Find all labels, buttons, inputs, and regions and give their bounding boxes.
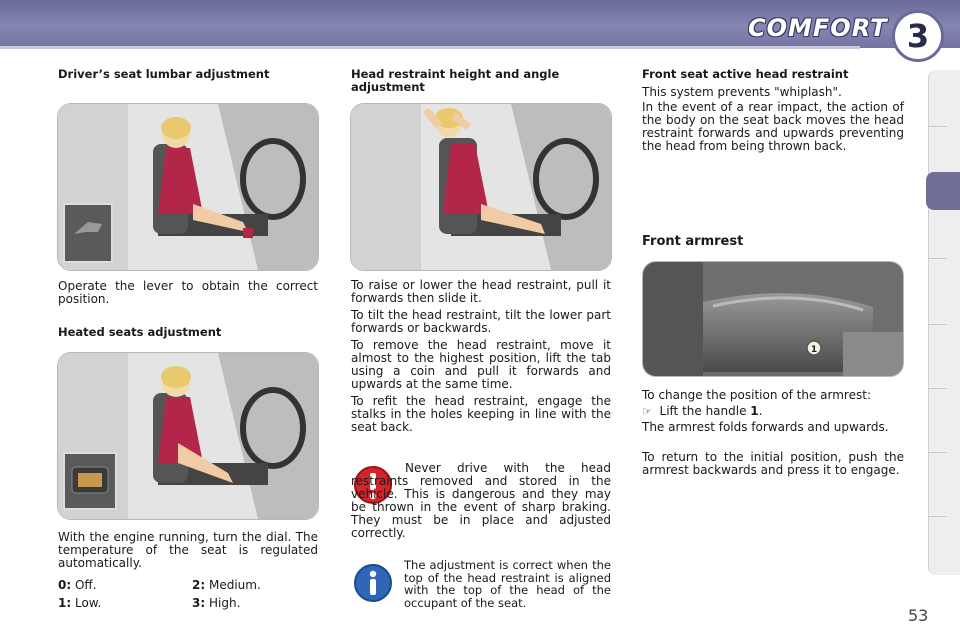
head-paragraph-2: To tilt the head restraint, tilt the lower part forwards or backwards. — [351, 308, 611, 335]
chapter-tab-strip — [928, 70, 960, 575]
heated-text: With the engine running, turn the dial. The temperature of the seat is regulated automatically. — [58, 530, 318, 570]
armrest-heading: Front armrest — [642, 234, 744, 249]
info-icon — [353, 563, 393, 603]
legend-medium: 2: Medium. — [192, 578, 261, 592]
page-number: 53 — [908, 606, 929, 625]
pointing-hand-icon: ☞ — [642, 405, 652, 418]
head-restraint-heading: Head restraint height and angle adjustment — [351, 67, 560, 94]
lumbar-text: Operate the lever to obtain the correct position. — [58, 279, 318, 306]
armrest-step: ☞ Lift the handle 1. — [642, 404, 763, 418]
head-paragraph-4: To refit the head restraint, engage the stalks in the holes keeping in line with the seat back. — [351, 394, 611, 434]
active-restraint-p1: This system prevents "whiplash". — [642, 85, 842, 99]
active-chapter-tab[interactable] — [926, 172, 960, 210]
active-restraint-p2: In the event of a rear impact, the action of the body on the seat back moves the head restraint forwards and upwards preventing the head from being thrown back. — [642, 100, 904, 153]
legend-high: 3: High. — [192, 596, 241, 610]
heated-photo — [57, 352, 319, 520]
lumbar-photo — [57, 103, 319, 271]
warning-text: Never drive with the head restraints removed and stored in the vehicle. This is dangerous and they may be thrown in the event of sharp braking. They must be in place and adjusted correctly. — [351, 461, 611, 540]
head-restraint-photo — [350, 103, 612, 271]
head-paragraph-3: To remove the head restraint, move it almost to the highest position, lift the tab using a coin and pull it forwards and upwards at the same time. — [351, 338, 611, 391]
armrest-intro: To change the position of the armrest: — [642, 388, 871, 402]
info-text: The adjustment is correct when the top of the head restraint is aligned with the top of the head of the occupant of the seat. — [404, 558, 611, 610]
chapter-number-badge: 3 — [892, 10, 944, 62]
heated-heading: Heated seats adjustment — [58, 325, 222, 339]
active-restraint-heading: Front seat active head restraint — [642, 67, 849, 81]
armrest-p3: To return to the initial position, push the armrest backwards and press it to engage. — [642, 450, 904, 477]
legend-off: 0: Off. — [58, 578, 97, 592]
chapter-title: COMFORT — [748, 14, 888, 42]
armrest-handle-label: 1 — [810, 345, 818, 355]
header-rule — [0, 46, 860, 49]
legend-low: 1: Low. — [58, 596, 102, 610]
armrest-p2: The armrest folds forwards and upwards. — [642, 420, 889, 434]
lumbar-heading: Driver’s seat lumbar adjustment — [58, 67, 270, 81]
armrest-photo — [642, 261, 904, 377]
head-paragraph-1: To raise or lower the head restraint, pull it forwards then slide it. — [351, 278, 611, 305]
